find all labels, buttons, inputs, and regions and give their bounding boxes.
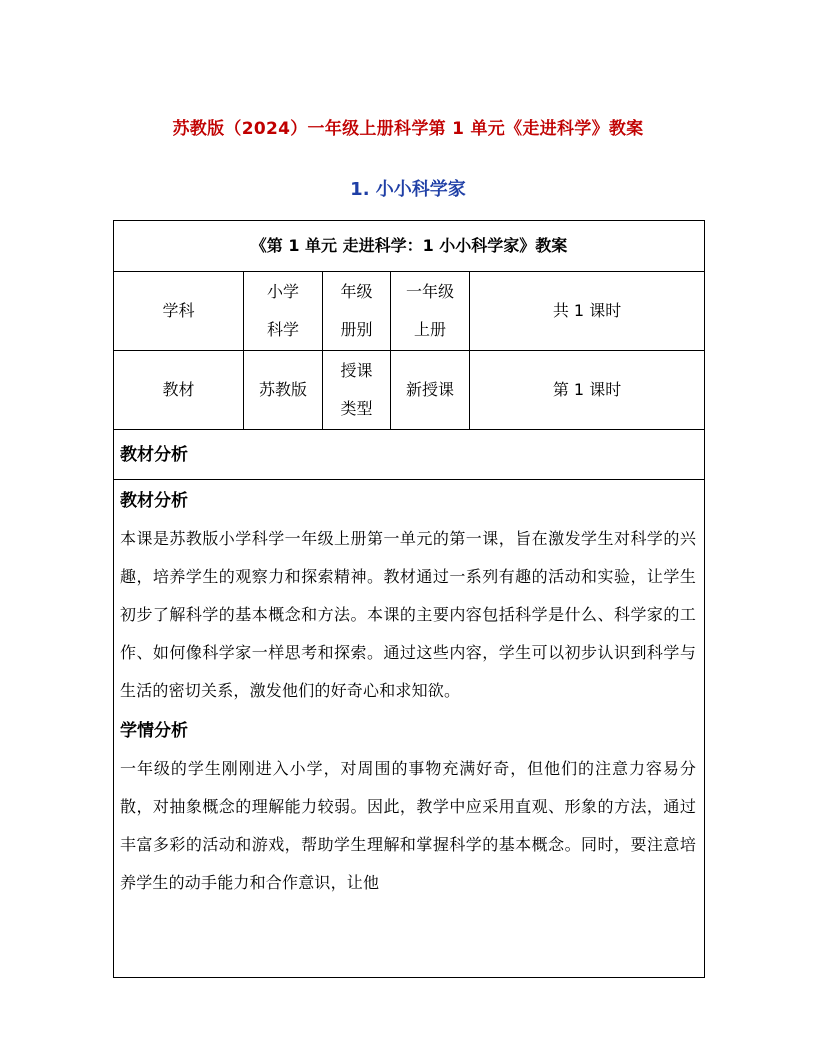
periods-total: 共 1 课时	[470, 272, 705, 351]
subject-value: 小学 科学	[244, 272, 323, 351]
period-value: 第 1 课时	[470, 351, 705, 430]
lesson-subtitle: 1. 小小科学家	[350, 179, 466, 200]
section-heading: 教材分析	[114, 430, 705, 480]
grade-label: 年级 册别	[323, 272, 391, 351]
student-analysis-heading: 学情分析	[120, 721, 188, 741]
subject-label: 学科	[114, 272, 244, 351]
grade-value: 一年级 上册	[391, 272, 470, 351]
textbook-analysis-heading: 教材分析	[120, 491, 188, 511]
lesson-type-label: 授课 类型	[323, 351, 391, 430]
table-row	[114, 272, 705, 351]
table-row	[114, 351, 705, 430]
textbook-analysis-text: 本课是苏教版小学科学一年级上册第一单元的第一课，旨在激发学生对科学的兴趣，培养学生的观察力和探索精神。教材通过一系列有趣的活动和实验，让学生初步了解科学的基本概念和方法。本课的主要内容包括科学是什么、科学家的工作、如何像科学家一样思考和探索。通过这些内容，学生可以初步认识到科学与生活的密切关系，激发他们的好奇心和求知欲。	[120, 529, 697, 700]
document-title: 苏教版（2024）一年级上册科学第 1 单元《走进科学》教案	[172, 119, 644, 139]
analysis-body	[114, 480, 705, 978]
textbook-label: 教材	[114, 351, 244, 430]
lesson-plan-table	[113, 220, 705, 978]
table-header: 《第 1 单元 走进科学：1 小小科学家》教案	[114, 221, 705, 272]
student-analysis-text: 一年级的学生刚刚进入小学，对周围的事物充满好奇，但他们的注意力容易分散，对抽象概念的理解能力较弱。因此，教学中应采用直观、形象的方法，通过丰富多彩的活动和游戏，帮助学生理解和掌握科学的基本概念。同时，要注意培养学生的动手能力和合作意识，让他	[120, 759, 697, 892]
lesson-type-value: 新授课	[391, 351, 470, 430]
textbook-value: 苏教版	[244, 351, 323, 430]
